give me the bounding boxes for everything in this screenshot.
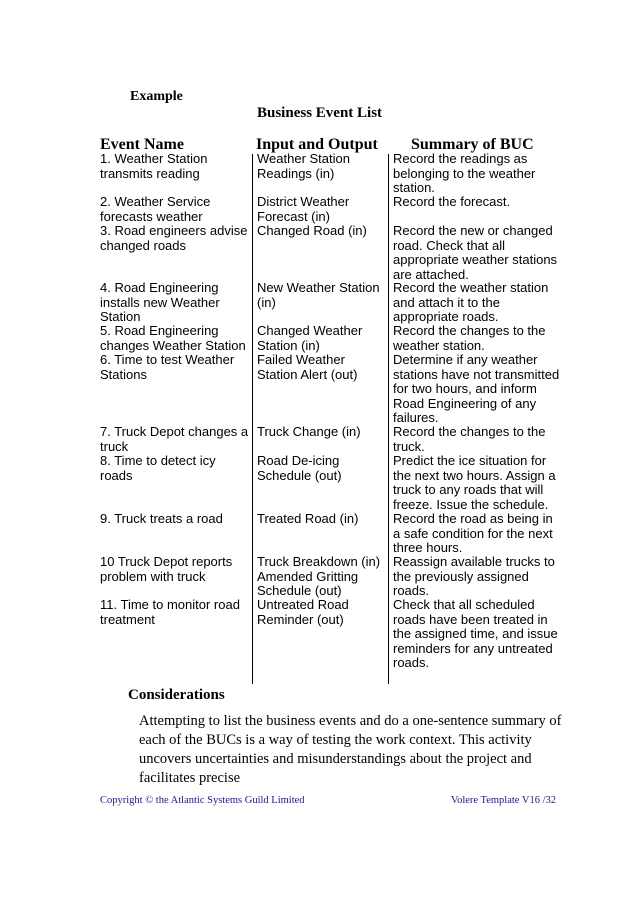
summary-cell: Record the readings as belonging to the weather station. [393,151,536,195]
event-name-cell: 5. Road Engineering changes Weather Station [100,323,246,353]
page-title: Business Event List [257,105,383,121]
considerations-heading: Considerations [128,687,225,703]
event-name-cell: 10 Truck Depot reports problem with truck [100,554,233,584]
summary-cell: Record the new or changed road. Check that all appropriate weather stations are attached. [393,223,558,282]
template-footer: Volere Template V16 /32 [450,795,556,806]
input-output-cell: Truck Breakdown (in) Amended Gritting Schedule (out) [257,554,381,598]
event-name-cell: 2. Weather Service forecasts weather [100,194,211,224]
summary-cell: Reassign available trucks to the previously assigned roads. [393,554,555,598]
event-name-cell: 1. Weather Station transmits reading [100,151,208,181]
copyright-footer: Copyright © the Atlantic Systems Guild Limited [100,795,305,806]
column-header-input-output: Input and Output [256,136,378,153]
event-name-cell: 11. Time to monitor road treatment [100,597,240,627]
example-label: Example [130,89,183,104]
summary-cell: Record the road as being in a safe condition for the next three hours. [393,511,553,555]
summary-cell: Predict the ice situation for the next two hours. Assign a truck to any roads that will freeze. Issue the schedule. [393,453,556,512]
event-name-cell: 9. Truck treats a road [100,511,223,526]
input-output-cell: Weather Station Readings (in) [257,151,350,181]
event-name-cell: 6. Time to test Weather Stations [100,352,235,382]
input-output-cell: Truck Change (in) [257,424,361,439]
input-output-cell: New Weather Station (in) [257,280,380,310]
summary-cell: Check that all scheduled roads have been treated in the assigned time, and issue reminders for any untreated roads. [393,597,558,670]
input-output-cell: Failed Weather Station Alert (out) [257,352,358,382]
considerations-paragraph: Attempting to list the business events and do a one-sentence summary of each of the BUCs is a way of testing the work context. This activity uncovers uncertainties and misunderstandings about the project and facilitates precise [139,713,562,786]
input-output-cell: District Weather Forecast (in) [257,194,350,224]
column-header-event-name: Event Name [100,136,184,153]
event-name-cell: 3. Road engineers advise changed roads [100,223,248,253]
summary-cell: Record the weather station and attach it to the appropriate roads. [393,280,549,324]
input-output-cell: Road De-icing Schedule (out) [257,453,342,483]
input-output-cell: Changed Weather Station (in) [257,323,363,353]
column-divider [252,154,253,684]
input-output-cell: Changed Road (in) [257,223,367,238]
event-name-cell: 4. Road Engineering installs new Weather Station [100,280,220,324]
column-header-summary: Summary of BUC [411,136,534,153]
summary-cell: Record the changes to the weather station. [393,323,546,353]
event-name-cell: 8. Time to detect icy roads [100,453,216,483]
summary-cell: Record the forecast. [393,194,511,209]
summary-cell: Record the changes to the truck. [393,424,546,454]
event-name-cell: 7. Truck Depot changes a truck [100,424,249,454]
input-output-cell: Treated Road (in) [257,511,359,526]
column-divider [388,154,389,684]
summary-cell: Determine if any weather stations have not transmitted for two hours, and inform Road Engineering of any failures. [393,352,560,425]
input-output-cell: Untreated Road Reminder (out) [257,597,349,627]
